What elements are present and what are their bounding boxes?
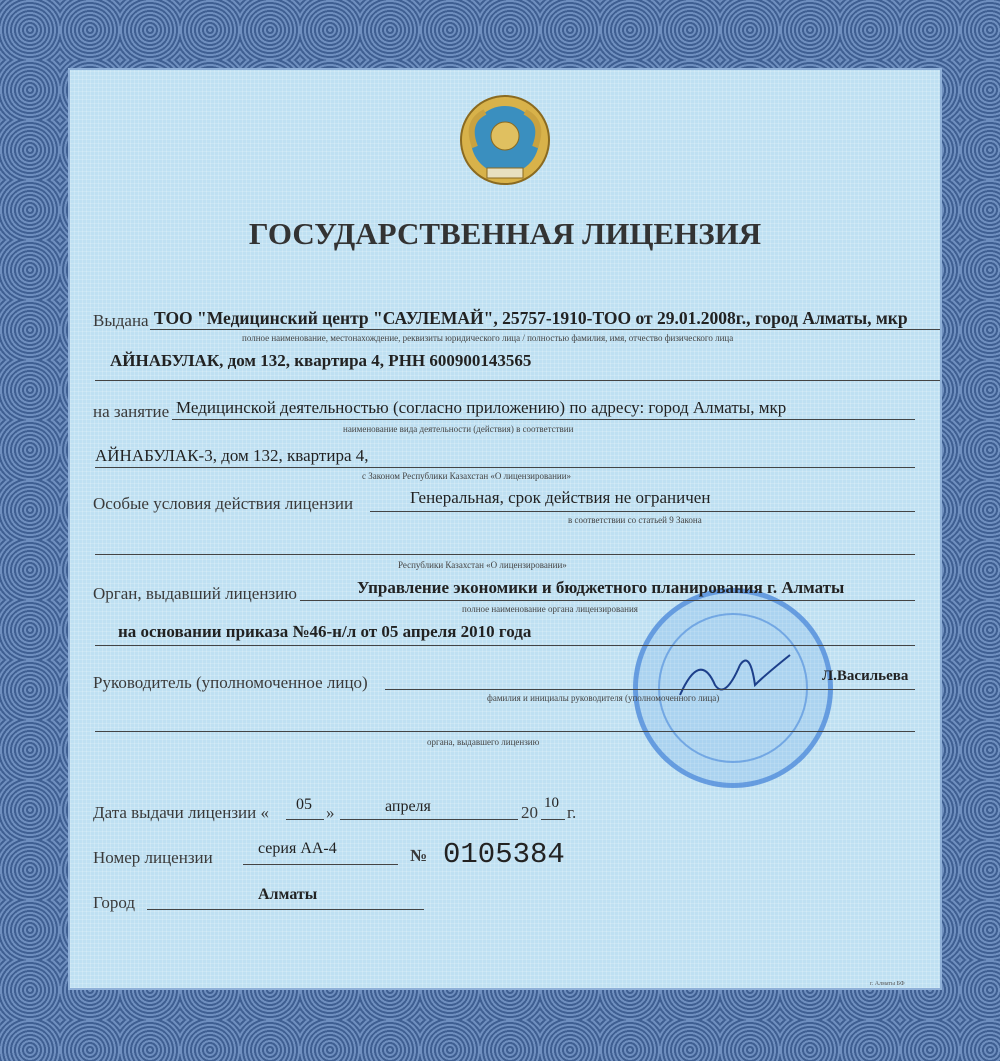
- issued-to-label: Выдана: [93, 311, 149, 330]
- authority-basis: на основании приказа №46-н/л от 05 апреля 2010 года: [118, 622, 532, 641]
- conditions-value: Генеральная, срок действия не ограничен: [410, 488, 711, 507]
- issued-to-value-2: АЙНАБУЛАК, дом 132, квартира 4, РНН 600900143565: [110, 351, 532, 370]
- field-line: [95, 554, 915, 555]
- field-line: [286, 819, 324, 820]
- field-line: [150, 329, 940, 330]
- license-series: серия АА-4: [258, 840, 337, 857]
- authority-label: Орган, выдавший лицензию: [93, 584, 297, 603]
- conditions-hint-2: Республики Казахстан «О лицензировании»: [398, 560, 567, 570]
- head-label: Руководитель (уполномоченное лицо): [93, 673, 368, 692]
- field-line: [243, 864, 398, 865]
- field-line: [370, 511, 915, 512]
- field-line: [95, 731, 915, 732]
- issued-to-value: ТОО "Медицинский центр "САУЛЕМАЙ", 25757-1910-ТОО от 29.01.2008г., город Алматы, мкр: [154, 308, 908, 328]
- city-value: Алматы: [258, 886, 318, 903]
- field-line: [300, 600, 915, 601]
- head-hint-2: органа, выдавшего лицензию: [427, 737, 540, 747]
- conditions-label: Особые условия действия лицензии: [93, 494, 354, 513]
- state-emblem-icon: [455, 92, 555, 192]
- date-close-quote: »: [326, 803, 335, 822]
- date-month: апреля: [385, 798, 431, 815]
- issued-to-hint: полное наименование, местонахождение, реквизиты юридического лица / полностью фамилия, имя, отчество физического лица: [242, 333, 734, 343]
- activity-hint: наименование вида деятельности (действия) в соответствии: [343, 424, 574, 434]
- city-label: Город: [93, 893, 135, 912]
- field-line: [172, 419, 915, 420]
- head-hint: фамилия и инициалы руководителя (уполномоченного лица): [487, 693, 720, 703]
- activity-label: на занятие: [93, 402, 170, 421]
- field-line: [340, 819, 518, 820]
- activity-value: Медицинской деятельностью (согласно приложению) по адресу: город Алматы, мкр: [176, 398, 787, 417]
- head-name: Л.Васильева: [822, 668, 909, 684]
- activity-hint-2: с Законом Республики Казахстан «О лицензировании»: [362, 471, 572, 481]
- field-line: [95, 467, 915, 468]
- license-number: 0105384: [443, 838, 565, 871]
- date-day: 05: [296, 796, 312, 813]
- field-line: [95, 380, 940, 381]
- date-label: Дата выдачи лицензии «: [93, 803, 269, 822]
- date-year-end: г.: [567, 803, 577, 822]
- field-line: [147, 909, 424, 910]
- date-year: 10: [544, 795, 559, 811]
- page-title: ГОСУДАРСТВЕННАЯ ЛИЦЕНЗИЯ: [248, 216, 762, 251]
- activity-value-2: АЙНАБУЛАК-3, дом 132, квартира 4,: [95, 446, 369, 465]
- date-year-prefix: 20: [521, 803, 538, 822]
- printer-mark: г. Алматы БФ: [870, 981, 905, 987]
- authority-hint: полное наименование органа лицензирования: [462, 604, 638, 614]
- field-line: [541, 819, 565, 820]
- number-label: Номер лицензии: [93, 848, 213, 867]
- number-sign: №: [410, 846, 428, 865]
- conditions-hint: в соответствии со статьей 9 Закона: [568, 515, 702, 525]
- field-line: [385, 689, 915, 690]
- authority-value: Управление экономики и бюджетного планирования г. Алматы: [357, 578, 845, 597]
